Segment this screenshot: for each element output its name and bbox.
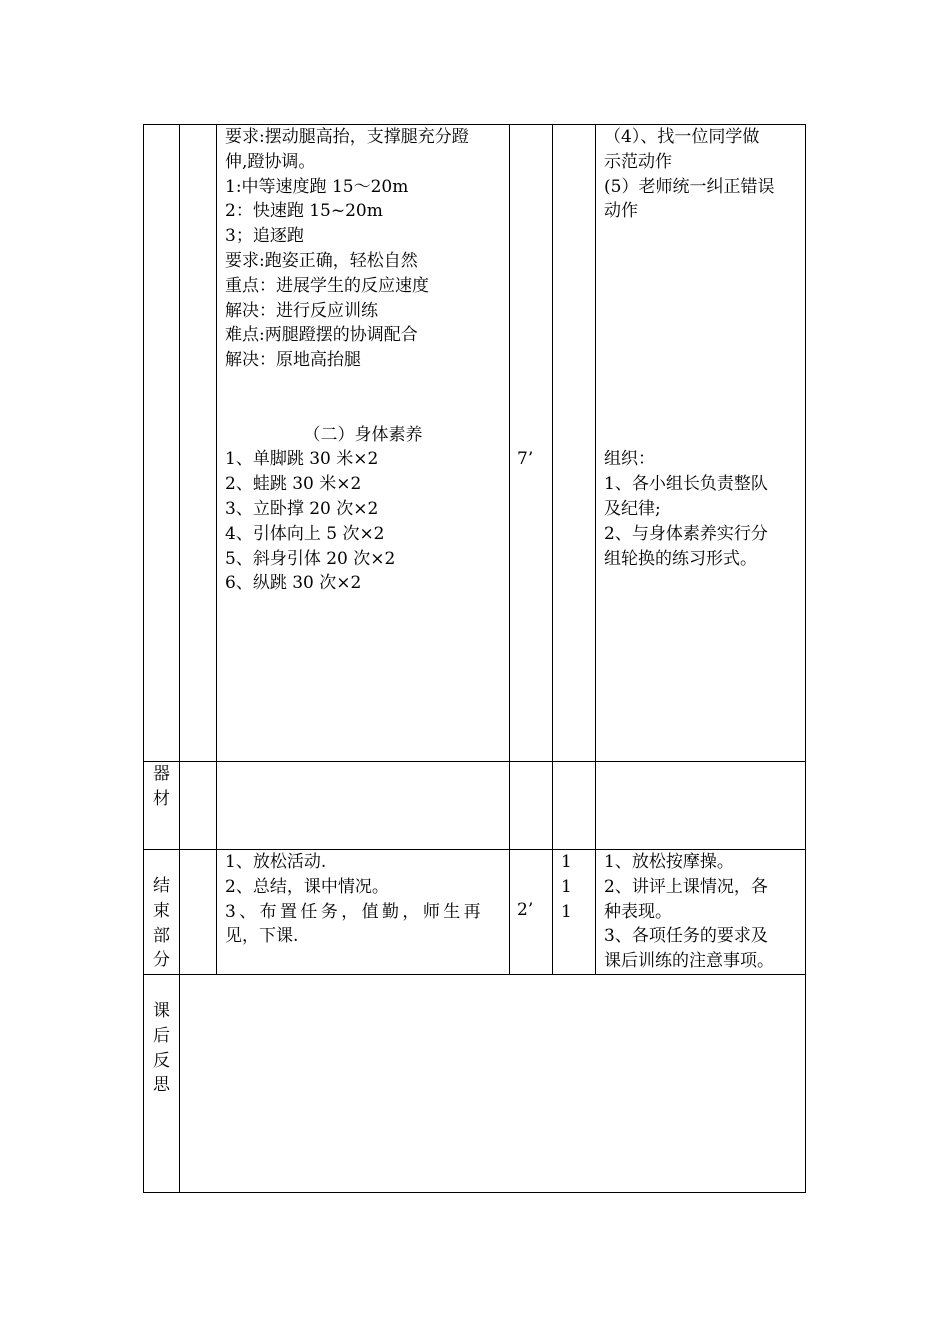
equipment-row: [144, 762, 806, 850]
organization-line: 及纪律;: [604, 498, 661, 519]
content-line: 难点:两腿蹬摆的协调配合: [225, 325, 418, 346]
count-value: 1: [561, 852, 572, 872]
content-line: 1:中等速度跑 15～20m: [225, 176, 409, 197]
reflection-row: [144, 974, 806, 1192]
content-line: 2：快速跑 15~20m: [225, 201, 383, 222]
method-line: 示范动作: [604, 151, 672, 172]
organization-line: 组轮换的练习形式。: [604, 548, 757, 569]
count-value: 1: [561, 901, 572, 922]
ending-row: [144, 850, 806, 975]
content-line: 要求:跑姿正确，轻松自然: [225, 250, 418, 271]
method-line: （4）、找一位同学做: [604, 127, 760, 147]
section-label-cell: [144, 125, 180, 762]
fitness-item: 3、立卧撑 20 次×2: [225, 498, 379, 519]
fitness-item: 6、纵跳 30 次×2: [225, 573, 362, 594]
content-cell: [217, 125, 510, 762]
method-line: 动作: [604, 201, 638, 222]
content-line: 重点：进展学生的反应速度: [225, 275, 429, 296]
count-cell: [553, 125, 596, 762]
reflection-label: 课 后 反 思: [144, 974, 180, 1192]
section-heading: （二）身体素养: [303, 424, 423, 445]
method-line: 2、讲评上课情况，各: [604, 876, 768, 897]
content-line: 3；追逐跑: [225, 226, 304, 247]
equipment-label: 器 材: [144, 762, 180, 850]
content-line: 伸,蹬协调。: [225, 151, 316, 172]
method-line: 1、放松按摩操。: [604, 852, 734, 872]
method-line: 课后训练的注意事项。: [604, 951, 774, 972]
fitness-item: 5、斜身引体 20 次×2: [225, 548, 396, 569]
organization-title: 组织：: [604, 449, 655, 470]
time-cell: [510, 850, 553, 975]
ending-method-cell: [596, 850, 806, 975]
count-value: 1: [561, 876, 572, 897]
count-cell: [553, 850, 596, 975]
organization-line: 1、各小组长负责整队: [604, 474, 768, 495]
sub-label-cell: [180, 125, 217, 762]
content-line: 解决：原地高抬腿: [225, 350, 361, 371]
method-cell: [596, 125, 806, 762]
fitness-item: 2、蛙跳 30 米×2: [225, 474, 362, 495]
time-value: 7’: [517, 449, 534, 469]
method-line: (5）老师统一纠正错误: [604, 176, 775, 197]
content-line: 2、总结，课中情况。: [225, 876, 389, 897]
fitness-item: 1、单脚跳 30 米×2: [225, 449, 379, 470]
method-line: 种表现。: [604, 901, 672, 922]
reflection-content-cell: [180, 974, 806, 1192]
method-line: 3、各项任务的要求及: [604, 926, 768, 947]
content-line: 解决：进行反应训练: [225, 300, 378, 321]
content-line: 要求:摆动腿高抬，支撑腿充分蹬: [225, 127, 469, 147]
lesson-plan-table: [143, 124, 806, 1193]
content-line: 3、布置任务，值勤，师生再: [225, 901, 485, 922]
main-practice-row: [144, 125, 806, 762]
time-value: 2’: [517, 900, 534, 920]
content-line: 见，下课.: [225, 926, 299, 947]
fitness-item: 4、引体向上 5 次×2: [225, 523, 385, 544]
organization-line: 2、与身体素养实行分: [604, 523, 768, 544]
time-cell: [510, 125, 553, 762]
ending-content-cell: [217, 850, 510, 975]
content-line: 1、放松活动.: [225, 852, 327, 872]
ending-label: 结 束 部 分: [144, 850, 180, 975]
